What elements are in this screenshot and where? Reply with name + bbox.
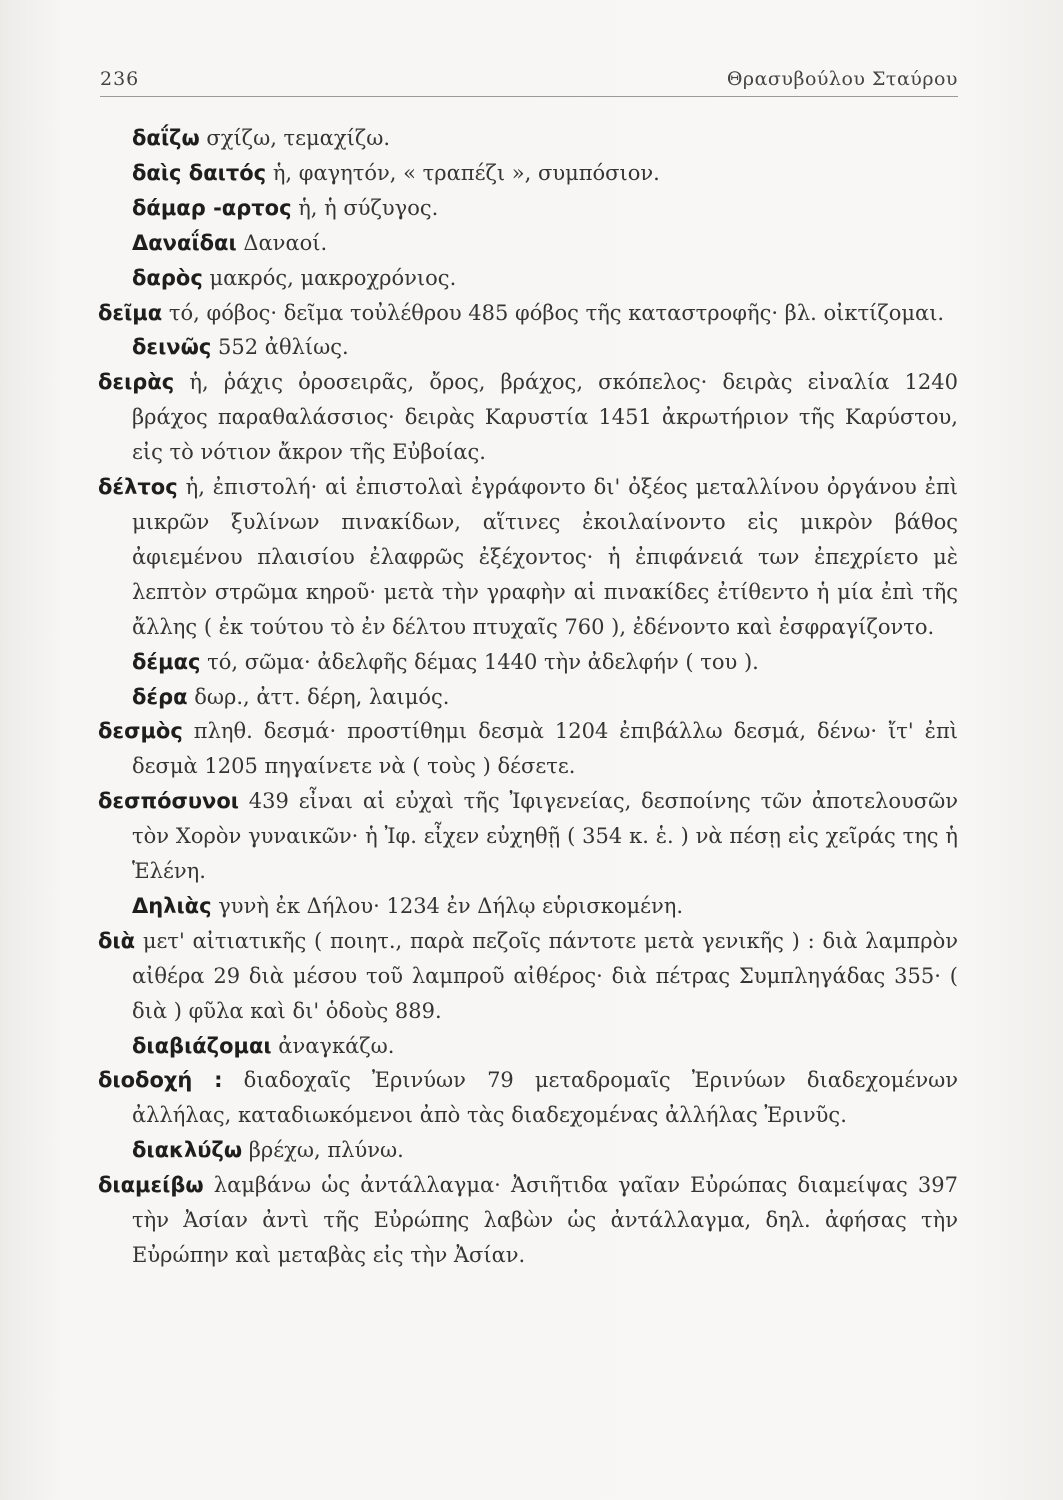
definition: ἡ, ἡ σύζυγος. — [298, 195, 439, 220]
headword: δεσμὸς — [98, 719, 183, 744]
definition: βρέχω, πλύνω. — [248, 1138, 404, 1163]
definition: γυνὴ ἐκ Δήλου· 1234 ἐν Δήλῳ εὑρισκομένη. — [218, 893, 684, 918]
headword: δαρὸς — [132, 265, 203, 290]
definition: τό, φόβος· δεῖμα τοὐλέθρου 485 φόβος τῆς καταστροφῆς· βλ. οἰκτίζομαι. — [168, 300, 945, 325]
headword: δεσπόσυνοι — [98, 789, 239, 814]
headword: διαβιάζομαι — [132, 1033, 272, 1058]
page-header — [100, 62, 958, 97]
definition: ἡ, ῥάχις ὀροσειρᾶς, ὄρος, βράχος, σκόπελος· δειρὰς εἰναλία 1240 βράχος παραθαλάσσιος· δειρὰς Καρυστία 1451 ἀκρωτήριον τῆς Καρύστου, εἰς τὸ νότιον ἄκρον τῆς Εὐβοίας. — [132, 370, 958, 465]
glossary-entry — [98, 1029, 958, 1064]
definition: διαδοχαῖς Ἐρινύων 79 μεταδρομαῖς Ἐρινύων διαδεχομένων ἀλλήλας, καταδιωκόμενοι ἀπὸ τὰς διαδεχομένας ἀλλήλας Ἐρινῦς. — [132, 1068, 958, 1128]
running-title: Θρασυβούλου Σταύρου — [726, 68, 958, 90]
headword: δάμαρ -αρτος — [132, 195, 292, 220]
headword: δεῖμα — [98, 300, 163, 325]
definition: μακρός, μακροχρόνιος. — [209, 265, 457, 290]
definition: 552 ἀθλίως. — [218, 335, 349, 360]
glossary-entry — [98, 330, 958, 365]
headword: διαμείβω — [98, 1173, 204, 1198]
definition: 439 εἶναι αἱ εὐχαὶ τῆς Ἰφιγενείας, δεσποίνης τῶν ἀποτελουσῶν τὸν Χορὸν γυναικῶν· ἡ Ἰφ. εἶχεν εὐχηθῇ ( 354 κ. ἑ. ) νὰ πέσῃ εἰς χεῖράς της ἡ Ἑλένη. — [132, 789, 958, 884]
definition: δωρ., ἀττ. δέρη, λαιμός. — [194, 684, 450, 709]
headword: δέμας — [132, 649, 201, 674]
headword: δαΐζω — [132, 126, 200, 150]
glossary-entry — [98, 226, 958, 261]
glossary-entry — [98, 121, 958, 156]
headword: δέρα — [132, 684, 188, 709]
definition: ἡ, ἐπιστολή· αἱ ἐπιστολαὶ ἐγράφοντο δι' ὀξέος μεταλλίνου ὀργάνου ἐπὶ μικρῶν ξυλίνων πινακίδων, αἵτινες ἐκοιλαίνοντο εἰς μικρὸν βάθος ἀφιεμένου πλαισίου ἐλαφρῶς ἐξέχοντος· ἡ ἐπιφάνειά των ἐπεχρίετο μὲ λεπτὸν στρῶμα κηροῦ· μετὰ τὴν γραφὴν αἱ πινακίδες ἐτίθεντο ἡ μία ἐπὶ τῆς ἄλλης ( ἐκ τούτου τὸ ἐν δέλτου πτυχαῖς 760 ), ἐδένοντο καὶ ἐσφραγίζοντο. — [132, 475, 958, 639]
headword: δέλτος — [98, 475, 178, 500]
definition: μετ' αἰτιατικῆς ( ποιητ., παρὰ πεζοῖς πάντοτε μετὰ γενικῆς ) : διὰ λαμπρὸν αἰθέρα 29 διὰ μέσου τοῦ λαμπροῦ αἰθέρος· διὰ πέτρας Συμπληγάδας 355· ( διὰ ) φῦλα καὶ δι' ὁδοὺς 889. — [132, 928, 958, 1023]
headword: διοδοχή : — [98, 1068, 223, 1093]
glossary-entry — [98, 924, 958, 1029]
glossary-entry — [98, 1168, 958, 1273]
glossary-entry — [98, 645, 958, 680]
definition: σχίζω, τεμαχίζω. — [206, 126, 391, 150]
headword: δειρὰς — [98, 370, 175, 395]
headword: διακλύζω — [132, 1138, 243, 1163]
glossary-entry — [98, 261, 958, 296]
definition: τό, σῶμα· ἀδελφῆς δέμας 1440 τὴν ἀδελφήν ( του ). — [207, 649, 759, 674]
glossary-entry — [98, 156, 958, 191]
glossary-entry — [98, 1133, 958, 1168]
glossary-entry — [98, 365, 958, 470]
page-number: 236 — [100, 68, 140, 90]
glossary-entry — [98, 784, 958, 889]
glossary-entry — [98, 889, 958, 924]
headword: διὰ — [98, 928, 136, 953]
glossary-entry — [98, 470, 958, 645]
glossary-entry — [98, 1063, 958, 1133]
definition: λαμβάνω ὡς ἀντάλλαγμα· Ἀσιῆτιδα γαῖαν Εὐρώπας διαμείψας 397 τὴν Ἀσίαν ἀντὶ τῆς Εὐρώπης λαβὼν ὡς ἀντάλλαγμα, δηλ. ἀφήσας τὴν Εὐρώπην καὶ μεταβὰς εἰς τὴν Ἀσίαν. — [132, 1173, 958, 1267]
glossary-content — [98, 121, 958, 1273]
glossary-entry — [98, 714, 958, 784]
headword: Δηλιὰς — [132, 893, 212, 918]
headword: δεινῶς — [132, 335, 212, 360]
definition: ἀναγκάζω. — [278, 1033, 395, 1058]
headword: δαὶς δαιτός — [132, 160, 267, 185]
definition: πληθ. δεσμά· προστίθημι δεσμὰ 1204 ἐπιβάλλω δεσμά, δένω· ἴτ' ἐπὶ δεσμὰ 1205 πηγαίνετε νὰ ( τοὺς ) δέσετε. — [132, 719, 958, 779]
glossary-entry — [98, 680, 958, 715]
headword: Δαναΐδαι — [132, 230, 237, 255]
definition: Δαναοί. — [243, 230, 328, 255]
definition: ἡ, φαγητόν, « τραπέζι », συμπόσιον. — [272, 160, 660, 185]
glossary-entry — [98, 296, 958, 331]
glossary-entry — [98, 191, 958, 226]
